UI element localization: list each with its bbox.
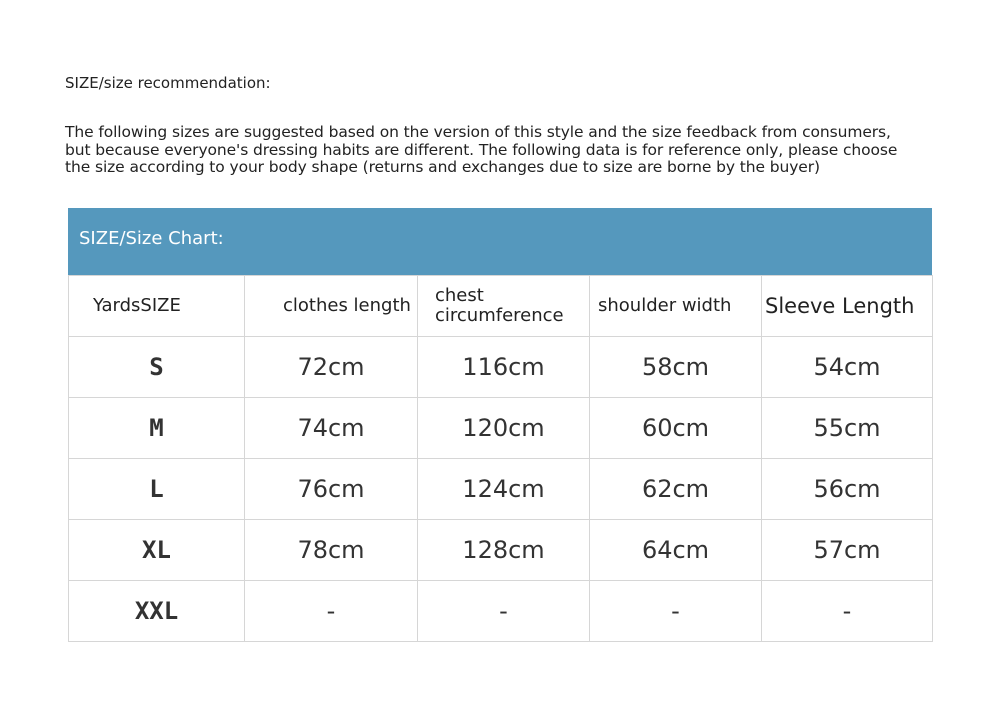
shoulder-cell: - [590, 581, 762, 642]
column-header-size: YardsSIZE [69, 276, 245, 337]
column-header-chest-circumference [418, 276, 590, 337]
size-recommendation-heading: SIZE/size recommendation: [65, 74, 271, 92]
sleeve-cell: 57cm [762, 520, 933, 581]
size-notice-text [65, 124, 945, 177]
chest-cell: 116cm [418, 337, 590, 398]
clothes-length-cell: 74cm [245, 398, 418, 459]
column-header-sleeve-length: Sleeve Length [762, 276, 933, 337]
sleeve-cell: 55cm [762, 398, 933, 459]
sleeve-cell: 56cm [762, 459, 933, 520]
size-cell: M [69, 398, 245, 459]
table-row [69, 520, 933, 581]
size-chart [68, 208, 932, 642]
chest-circumference-label: chest circumference [435, 285, 564, 326]
clothes-length-cell: - [245, 581, 418, 642]
shoulder-cell: 60cm [590, 398, 762, 459]
column-header-shoulder-width: shoulder width [590, 276, 762, 337]
chest-cell: 120cm [418, 398, 590, 459]
clothes-length-cell: 78cm [245, 520, 418, 581]
table-header-row [69, 276, 933, 337]
shoulder-cell: 62cm [590, 459, 762, 520]
sleeve-cell: 54cm [762, 337, 933, 398]
chest-cell: 128cm [418, 520, 590, 581]
size-chart-title: SIZE/Size Chart: [68, 208, 932, 275]
size-cell: XXL [69, 581, 245, 642]
table-row [69, 459, 933, 520]
size-cell: S [69, 337, 245, 398]
chest-cell: 124cm [418, 459, 590, 520]
clothes-length-cell: 76cm [245, 459, 418, 520]
notice-line: the size according to your body shape (returns and exchanges due to size are borne by the buyer) [65, 158, 820, 176]
table-row [69, 398, 933, 459]
clothes-length-cell: 72cm [245, 337, 418, 398]
column-header-clothes-length: clothes length [245, 276, 418, 337]
sleeve-cell: - [762, 581, 933, 642]
shoulder-cell: 64cm [590, 520, 762, 581]
size-cell: XL [69, 520, 245, 581]
notice-line: but because everyone's dressing habits are different. The following data is for reference only, please choose [65, 140, 898, 159]
table-row [69, 337, 933, 398]
size-table [68, 275, 933, 642]
shoulder-cell: 58cm [590, 337, 762, 398]
size-cell: L [69, 459, 245, 520]
notice-line: The following sizes are suggested based on the version of this style and the size feedback from consumers, [65, 123, 891, 141]
table-row [69, 581, 933, 642]
chest-cell: - [418, 581, 590, 642]
